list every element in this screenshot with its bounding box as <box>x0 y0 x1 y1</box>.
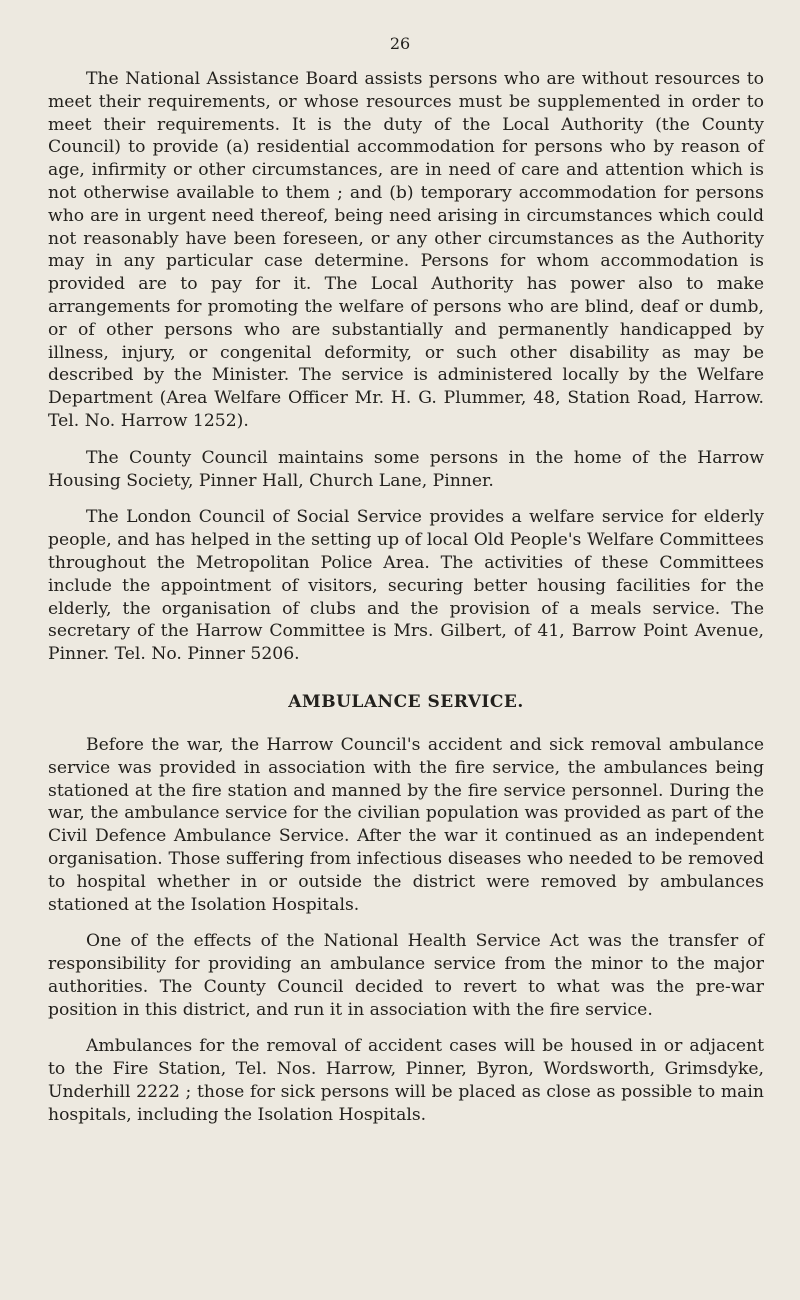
paragraph-nhs-act: One of the effects of the National Health Service Act was the transfer of responsibility for providing an ambulance service from the minor to the major authorities. The County Council decided to revert to what was the pre-war position in this district, and run it in association with the fire service. <box>48 931 764 1020</box>
page-body <box>48 68 764 1141</box>
paragraph-london-council: The London Council of Social Service provides a welfare service for elderly people, and has helped in the setting up of local Old People's Welfare Committees throughout the Metropolitan Police Area. The activities of these Committees include the appointment of visitors, securing better housing facilities for the elderly, the organisation of clubs and the provision of a meals service. The secretary of the Harrow Committee is Mrs. Gilbert, of 41, Barrow Point Avenue, Pinner. Tel. No. Pinner 5206. <box>48 507 764 665</box>
paragraph-national-assistance: The National Assistance Board assists persons who are without resources to meet their requirements, or whose resources must be supplemented in order to meet their requirements. It is the duty of the Local Authority (the County Council) to provide (a) residential accommodation for persons who by reason of age, infirmity or other circumstances, are in need of care and attention which is not otherwise available to them ; and (b) temporary accommodation for persons who are in urgent need thereof, being need arising in circumstances which could not reasonably have been foreseen, or any other circumstances as the Authority may in any particular case determine. Persons for whom accommodation is provided are to pay for it. The Local Authority has power also to make arrangements for promoting the welfare of persons who are blind, deaf or dumb, or of other persons who are substantially and permanently handicapped by illness, injury, or congenital deformity, or such other disability as may be described by the Minister. The service is administered locally by the Welfare Department (Area Welfare Officer Mr. H. G. Plummer, 48, Station Road, Harrow. Tel. No. Harrow 1252). <box>48 69 764 431</box>
paragraph-before-the-war: Before the war, the Harrow Council's accident and sick removal ambulance service was provided in association with the fire service, the ambulances being stationed at the fire station and manned by the fire service personnel. During the war, the ambulance service for the civilian population was provided as part of the Civil Defence Ambulance Service. After the war it continued as an independent organisation. Those suffering from infectious diseases who needed to be removed to hospital whether in or outside the district were removed by ambulances stationed at the Isolation Hospitals. <box>48 734 764 915</box>
page-number: 26 <box>389 34 411 53</box>
paragraph-ambulance-housing: Ambulances for the removal of accident cases will be housed in or adjacent to the Fire Station, Tel. Nos. Harrow, Pinner, Byron, Wordsworth, Grimsdyke, Underhill 2222 ; those for sick persons will be placed as close as possible to main hospitals, including the Isolation Hospitals. <box>48 1036 764 1125</box>
section-heading: AMBULANCE SERVICE. <box>288 691 524 712</box>
paragraph-county-council: The County Council maintains some persons in the home of the Harrow Housing Society, Pinner Hall, Church Lane, Pinner. <box>48 447 764 491</box>
